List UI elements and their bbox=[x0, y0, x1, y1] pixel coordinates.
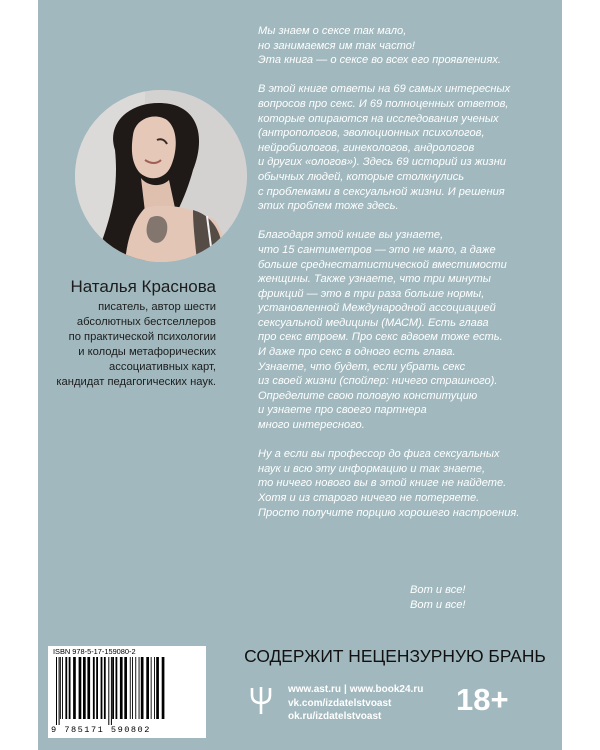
barcode-digits: 9 785171 590802 bbox=[51, 725, 151, 735]
blurb-line: фрикций — это в три раза больше нормы, bbox=[258, 287, 485, 300]
barcode-bar bbox=[93, 657, 95, 719]
blurb-line: И даже про секс в одного есть глава. bbox=[258, 346, 456, 359]
blurb-paragraph-contents bbox=[258, 82, 550, 213]
blurb-line: Хотя и из старого ничего не потеряете. bbox=[258, 492, 480, 504]
barcode-bar bbox=[116, 657, 118, 719]
link-book24[interactable]: www.book24.ru bbox=[349, 684, 424, 695]
author-bio-line: ассоциативных карт, bbox=[109, 361, 216, 373]
publisher-links bbox=[288, 683, 423, 724]
barcode-bar bbox=[73, 657, 76, 719]
blurb-line: Ну а если вы профессор до фига сексуальных bbox=[258, 448, 500, 461]
author-bio-line: и колоды метафорических bbox=[78, 346, 216, 358]
blurb-line: этих проблем тоже здесь. bbox=[258, 200, 399, 213]
blurb-line: Определите свою половую конституцию bbox=[258, 389, 478, 402]
blurb-line: и узнаете про своего партнера bbox=[258, 404, 427, 417]
blurb-line: но занимаемся им так часто! bbox=[258, 39, 415, 52]
barcode-bar bbox=[132, 657, 133, 719]
barcode-bar bbox=[62, 657, 63, 719]
barcode-bar bbox=[139, 657, 140, 719]
barcode-bar bbox=[162, 657, 165, 719]
barcode-bar bbox=[69, 657, 71, 719]
barcode-bar bbox=[79, 657, 82, 719]
barcode-bar bbox=[101, 657, 103, 719]
blurb-paragraph-intro bbox=[258, 24, 550, 68]
blurb-line: Мы знаем о сексе так мало, bbox=[258, 25, 407, 37]
author-photo bbox=[75, 90, 247, 262]
barcode-bar bbox=[135, 657, 136, 719]
blurb-paragraph-learn bbox=[258, 228, 550, 432]
barcode-bar bbox=[120, 657, 123, 719]
blurb-line: В этой книге ответы на 69 самых интересных bbox=[258, 83, 511, 96]
blurb-line: наук и всю эту информацию и так знаете, bbox=[258, 462, 486, 475]
barcode-panel bbox=[48, 646, 206, 738]
barcode-bar bbox=[154, 657, 155, 719]
barcode-bar bbox=[156, 657, 159, 719]
author-bio-line: кандидат педагогических наук. bbox=[56, 376, 216, 388]
signoff-line: Вот и все! bbox=[410, 584, 466, 596]
blurb-line: с проблемами в сексуальной жизни. И решения bbox=[258, 185, 505, 198]
blurb-line: (антропологов, эволюционных психологов, bbox=[258, 127, 485, 140]
barcode-bar bbox=[130, 657, 131, 719]
blurb-line: много интересного. bbox=[258, 419, 365, 432]
blurb-line: установленной Международной ассоциацией bbox=[258, 302, 496, 315]
blurb-line: женщины. Также узнаете, что три минуты bbox=[258, 273, 491, 286]
blurb-line: то ничего нового вы в этой книге не найдете. bbox=[258, 477, 507, 490]
barcode-bar bbox=[108, 657, 109, 725]
blurb-line: Узнаете, что будет, если убрать секс bbox=[258, 360, 466, 373]
barcode-bar bbox=[96, 657, 98, 719]
blurb-signoff bbox=[410, 583, 466, 612]
blurb-line: больше среднестатистической вместимости bbox=[258, 258, 507, 271]
barcode-bar bbox=[146, 657, 149, 719]
author-bio-line: по практической психологии bbox=[68, 331, 216, 343]
author-bio bbox=[38, 300, 216, 390]
barcode-bar bbox=[87, 657, 90, 719]
barcode-bar bbox=[60, 657, 61, 719]
author-name: Наталья Краснова bbox=[70, 277, 216, 296]
link-ok[interactable]: ok.ru/izdatelstvoast bbox=[288, 711, 382, 722]
author-portrait-image bbox=[75, 90, 247, 262]
barcode-graphic bbox=[54, 657, 202, 725]
blurb-line: вопросов про секс. И 69 полноценных ответов, bbox=[258, 97, 509, 110]
blurb-paragraph-closing bbox=[258, 447, 550, 520]
barcode-bar bbox=[56, 657, 57, 725]
age-rating-badge: 18+ bbox=[456, 682, 509, 717]
blurb-line: Благодаря этой книге вы узнаете, bbox=[258, 229, 444, 242]
blurb-line: что 15 сантиметров — это не мало, а даже bbox=[258, 243, 496, 256]
blurb-line: нейробиологов, гинекологов, андрологов bbox=[258, 141, 475, 154]
barcode-bar bbox=[151, 657, 152, 719]
barcode-bar bbox=[59, 657, 60, 725]
blurb-line: и других «ологов»). Здесь 69 историй из жизни bbox=[258, 156, 506, 169]
blurb-line: сексуальной медицины (МАСМ). Есть глава bbox=[258, 316, 489, 329]
blurb-line: обычных людей, которые столкнулись bbox=[258, 170, 465, 183]
barcode-bar bbox=[83, 657, 86, 719]
link-ast[interactable]: www.ast.ru bbox=[288, 684, 341, 695]
barcode-bar bbox=[141, 657, 144, 719]
author-bio-line: писатель, автор шести bbox=[98, 301, 216, 313]
links-row-websites bbox=[288, 683, 423, 697]
blurb-line: Просто получите порцию хорошего настроения. bbox=[258, 506, 520, 519]
barcode-bar bbox=[104, 657, 106, 719]
psi-trident-icon bbox=[250, 685, 272, 715]
author-block bbox=[38, 277, 216, 390]
author-bio-line: абсолютных бестселлеров bbox=[76, 316, 216, 328]
barcode-bar bbox=[65, 657, 67, 719]
blurb-line: Эта книга — о сексе во всех его проявлениях. bbox=[258, 54, 502, 67]
barcode-bar bbox=[112, 657, 114, 719]
isbn-label: ISBN 978-5-17-159080-2 bbox=[53, 647, 136, 656]
barcode-bar bbox=[124, 657, 127, 719]
barcode-bar bbox=[111, 657, 112, 725]
profanity-warning: СОДЕРЖИТ НЕЦЕНЗУРНУЮ БРАНЬ bbox=[244, 646, 546, 666]
blurb-line: из своей жизни (спойлер: ничего страшного). bbox=[258, 375, 498, 388]
signoff-line: Вот и все! bbox=[410, 598, 466, 611]
link-separator: | bbox=[343, 684, 347, 695]
link-vk[interactable]: vk.com/izdatelstvoast bbox=[288, 697, 392, 709]
blurb-line: которые опираются на исследования ученых bbox=[258, 112, 499, 125]
blurb-line: про секс втроем. Про секс вдвоем тоже есть. bbox=[258, 331, 503, 344]
book-blurb bbox=[258, 24, 550, 535]
back-cover bbox=[38, 0, 562, 750]
